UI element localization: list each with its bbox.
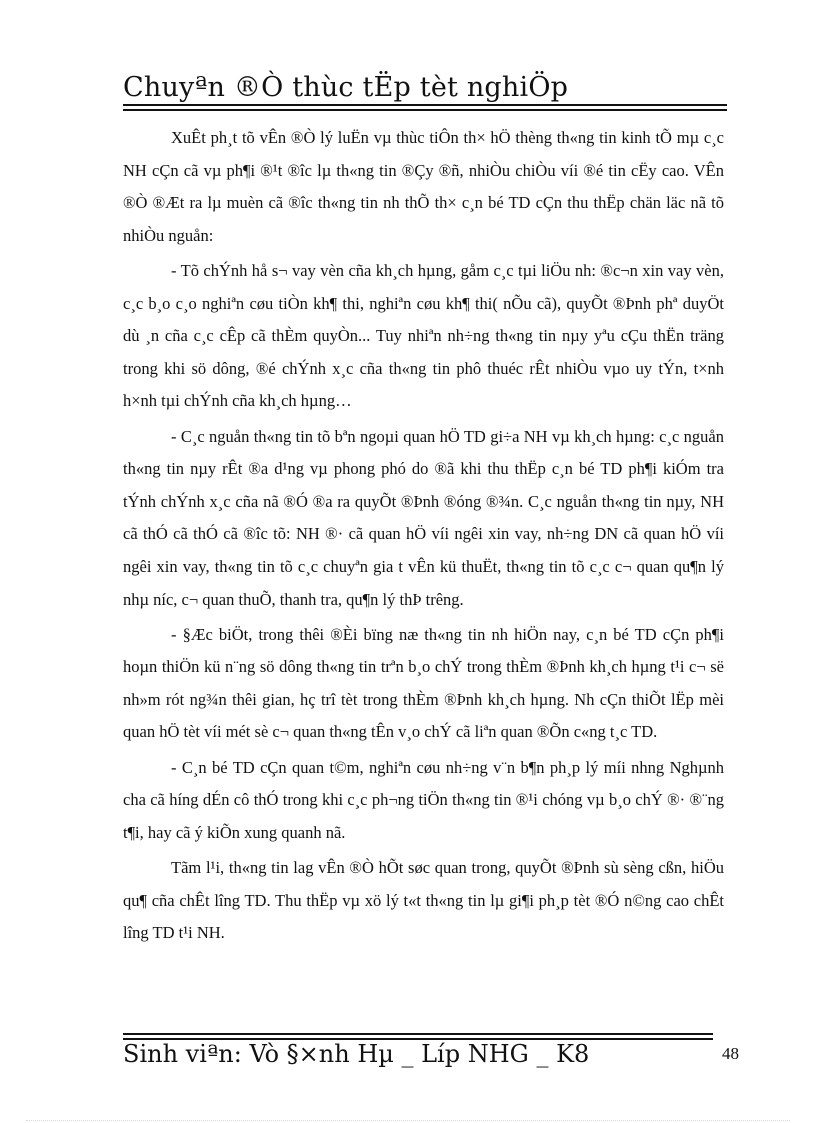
- paragraph: Tãm l¹i, th«ng tin lag vÊn ®Ò hÕt søc quan trong, quyÕt ®Þnh sù sèng cßn, hiÖu qu¶ cña chÊt lîng TD. Thu thËp vµ xö lý t«t th«ng tin lµ gi¶i ph¸p tèt ®Ó n©ng cao chÊt lîng TD t¹i NH.: [123, 858, 724, 943]
- page-bottom-border: [26, 1120, 790, 1121]
- header-rule-bottom: [123, 109, 727, 111]
- body-text: [123, 122, 724, 952]
- paragraph: - Tõ chÝnh hå s¬ vay vèn cña kh¸ch hµng, gåm c¸c tµi liÖu nh: ®c¬n xin vay vèn, c¸c b¸o c¸o nghiªn cøu tiÒn kh¶ thi, nghiªn cøu kh¶ thi( nÕu cã), quyÕt ®Þnh phª duyÖt dù ¸n cña c¸c cÊp cã thÈm quyÒn... Tuy nhiªn nh÷ng th«ng tin nµy yªu cÇu thËn träng trong khi sö dông, ®é chÝnh x¸c cña th«ng tin phô thuéc rÊt nhiÒu vµo uy tÝn, t×nh h×nh tµi chÝnh cña kh¸ch hµng…: [123, 260, 724, 411]
- page-number: 48: [722, 1044, 739, 1063]
- paragraph: XuÊt ph¸t tõ vÊn ®Ò lý luËn vµ thùc tiÔn th× hÖ thèng th«ng tin kinh tÕ mµ c¸c NH cÇn cã vµ ph¶i ®¹t ®îc lµ th«ng tin ®Çy ®ñ, nhiÒu chiÒu víi ®é tin cËy cao. VÊn ®Ò ®Æt ra lµ muèn cã ®îc th«ng tin nh thÕ th× c¸n bé TD cÇn thu thËp chän läc nã tõ nhiÒu nguån:: [123, 128, 724, 245]
- footer-author-line: Sinh viªn: Vò §×nh Hµ _ Líp NHG _ K8: [123, 1040, 590, 1068]
- page-header-title: Chuyªn ®Ò thùc tËp tèt nghiÖp: [123, 72, 569, 103]
- paragraph: - C¸c nguån th«ng tin tõ bªn ngoµi quan hÖ TD gi÷a NH vµ kh¸ch hµng: c¸c nguån th«ng tin nµy rÊt ®a d¹ng vµ phong phó do ®ã khi thu thËp c¸n bé TD ph¶i kiÓm tra tÝnh chÝnh x¸c cña nã ®Ó ®a ra quyÕt ®Þnh ®óng ®¾n. C¸c nguån th«ng tin nµy, NH cã thÓ cã thÓ cã ®îc tõ: NH ®· cã quan hÖ víi ngêi xin vay, nh÷ng DN cã quan hÖ víi ngêi xin vay, th«ng tin tõ c¸c chuyªn gia t vÊn kü thuËt, th«ng tin tõ c¸c c¬ quan qu¶n lý nhµ níc, c¬ quan thuÕ, thanh tra, qu¶n lý thÞ trêng.: [123, 426, 724, 609]
- footer-rule-top: [123, 1033, 713, 1035]
- paragraph: - §Æc biÖt, trong thêi ®Èi bïng næ th«ng tin nh hiÖn nay, c¸n bé TD cÇn ph¶i hoµn thiÖn kü n¨ng sö dông th«ng tin trªn b¸o chÝ trong thÈm ®Þnh kh¸ch hµng t¹i c¬ së nh»m rót ng¾n thêi gian, hç trî tèt trong thÈm ®Þnh kh¸ch hµng. Nh cÇn thiÕt lËp mèi quan hÖ tèt víi mét sè c¬ quan th«ng tÊn v¸o chÝ cã liªn quan ®Õn c«ng t¸c TD.: [123, 624, 724, 742]
- paragraph: - C¸n bé TD cÇn quan t©m, nghiªn cøu nh÷ng v¨n b¶n ph¸p lý míi nhng Nghµnh cha cã híng dÉn cô thÓ trong khi c¸c ph¬ng tiÖn th«ng tin ®¹i chóng vµ b¸o chÝ ®· ®¨ng t¶i, hay cã ý kiÕn xung quanh nã.: [123, 757, 724, 842]
- header-rule-top: [123, 104, 727, 106]
